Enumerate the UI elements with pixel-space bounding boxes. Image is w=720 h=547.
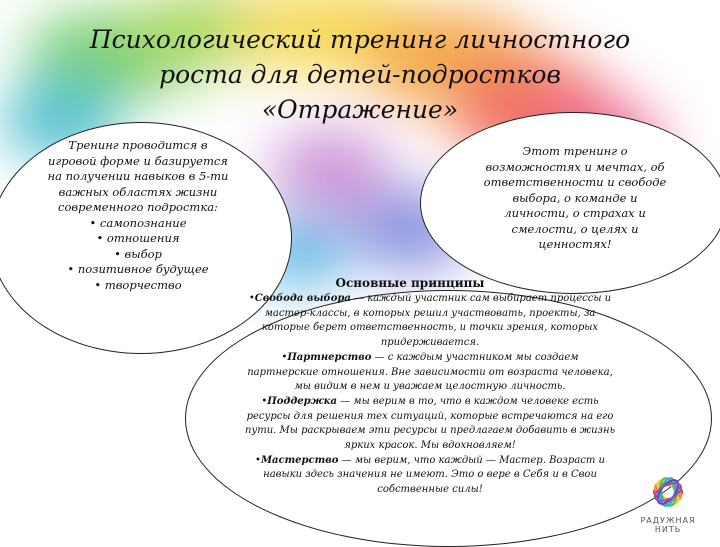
rainbow-thread-logo <box>628 470 708 536</box>
left-line: современного подростка: <box>58 200 218 214</box>
principle-term: Поддержка <box>267 395 337 407</box>
principles-list <box>245 292 615 498</box>
principle-term: Свобода выбора <box>254 293 351 304</box>
left-list-item: • выбор <box>114 246 162 261</box>
principle-text: — мы верим, что каждый — Мастер. Возраст и навыки здесь значения не имеют. Это о вере в Себя и в Свои собственные силы! <box>263 454 605 496</box>
right-line: ценностях! <box>538 237 612 251</box>
left-line: на получении навыков в 5-ти <box>47 169 229 183</box>
title-line-2: роста для детей-подростков <box>159 60 561 89</box>
principle-item: •Поддержка — мы верим в то, что в каждом человеке есть ресурсы для решения тех ситуаций, которые встречаются на его пути. Мы раскрываем эти ресурсы и предлагаем добавить в жизнь ярких красок. Мы вдохновляем! <box>245 395 616 452</box>
principle-text: — мы верим в то, что в каждом человеке есть ресурсы для решения тех ситуаций, которые встречаются на его пути. Мы раскрываем эти ресурсы и предлагаем добавить в жизнь ярких красок. Мы вдохновляем! <box>245 395 616 452</box>
right-line: личности, о страхах и <box>504 206 646 220</box>
left-list-item: • отношения <box>96 231 180 245</box>
logo-icon <box>628 470 708 516</box>
right-line: Этот тренинг о <box>522 144 628 158</box>
principle-item: •Мастерство — мы верим, что каждый — Мастер. Возраст и навыки здесь значения не имеют. Это о вере в Себя и в Свои собственные силы! <box>255 454 605 496</box>
left-list-item: • позитивное будущее <box>67 262 209 276</box>
left-line: важных областях жизни <box>58 184 218 199</box>
principle-text: — каждый участник сам выбирает процессы и мастер-классы, в которых решил участвовать, проекты, за которые берет ответственность, и точки зрения, которых придерживается. <box>261 293 612 349</box>
right-line: смелости, о целях и <box>511 221 639 236</box>
principle-item: •Партнерство — с каждым участником мы создаем партнерские отношения. Вне зависимости от возраста человека, мы видим в нем и уважаем целостную личность. <box>247 351 613 393</box>
left-line: Тренинг проводится в <box>68 138 208 152</box>
left-list-item: • творчество <box>94 277 182 292</box>
left-list-item: • самопознание <box>89 215 187 230</box>
principle-term: Мастерство <box>260 454 339 466</box>
principle-term: Партнерство <box>287 351 372 363</box>
right-line: выбора, о команде и <box>512 190 638 205</box>
left-line: игровой форме и базируется <box>48 153 228 168</box>
principle-text: — с каждым участником мы создаем партнерские отношения. Вне зависимости от возраста человека, мы видим в нем и уважаем целостную личность. <box>247 351 613 393</box>
training-format-text <box>8 138 268 293</box>
title-line-1: Психологический тренинг личностного <box>89 25 631 54</box>
right-line: возможностях и мечтах, об <box>485 159 665 174</box>
principles-heading: Основные принципы <box>335 276 485 290</box>
right-line: ответственности и свободе <box>483 175 667 189</box>
logo-label: РАДУЖНАЯ НИТЬ <box>640 516 696 534</box>
title-line-3: «Отражение» <box>261 95 459 124</box>
principle-item: •Свобода выбора — каждый участник сам выбирает процессы и мастер-классы, в которых решил участвовать, проекты, за которые берет ответственность, и точки зрения, которых придерживается. <box>248 293 612 349</box>
training-about-text <box>450 144 700 253</box>
